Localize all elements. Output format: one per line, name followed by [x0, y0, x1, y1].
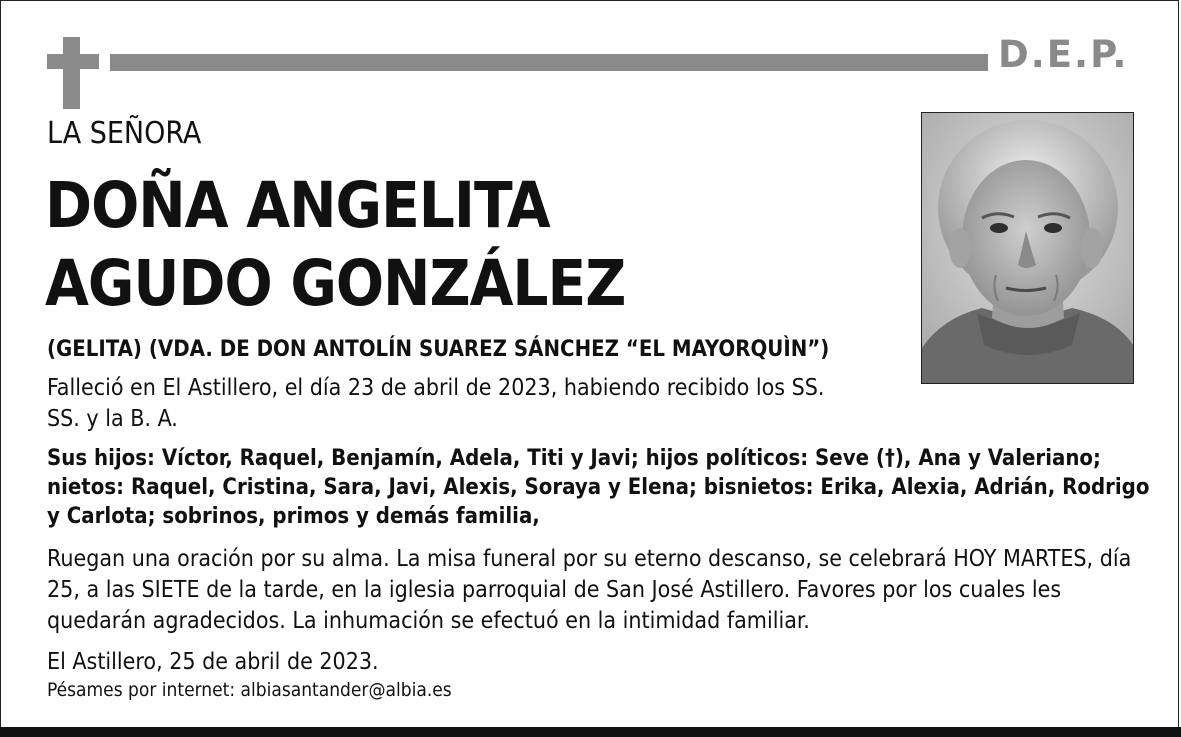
place-date: El Astillero, 25 de abril de 2023. [47, 649, 379, 675]
deceased-name-line1: DOÑA ANGELITA [45, 169, 550, 242]
honorific-prefix: LA SEÑORA [47, 116, 202, 151]
portrait-photo [921, 112, 1134, 384]
deceased-name-line2: AGUDO GONZÁLEZ [45, 247, 626, 320]
family-list: Sus hijos: Víctor, Raquel, Benjamín, Adela, Titi y Javi; hijos políticos: Seve (†), Ana y Valeriano; nietos: Raquel, Cristina, Sara, Javi, Alexis, Soraya y Elena; bisnietos: Erika, Alexia, Adrián, Rodrigo y Carlota; sobrinos, primos y demás familia, [47, 446, 1150, 529]
cross-icon [47, 37, 99, 109]
condolences-email: Pésames por internet: albiasantander@albia.es [47, 679, 452, 701]
nickname-widow-line: (GELITA) (VDA. DE DON ANTOLÍN SUAREZ SÁNCHEZ “EL MAYORQUÌN”) [47, 337, 830, 362]
header-rule [110, 54, 988, 71]
dep-label: D.E.P. [998, 33, 1129, 76]
mass-notice: Ruegan una oración por su alma. La misa funeral por su eterno descanso, se celebrará HOY MARTES, día 25, a las SIETE de la tarde, en la iglesia parroquial de San José Astillero. Favores por los cuales les quedarán agradecidos. La inhumación se efectuó en la intimidad familiar. [47, 546, 1132, 634]
death-notice: Falleció en El Astillero, el día 23 de abril de 2023, habiendo recibido los SS. SS. y la B. A. [47, 375, 825, 432]
bottom-rule [0, 727, 1181, 737]
